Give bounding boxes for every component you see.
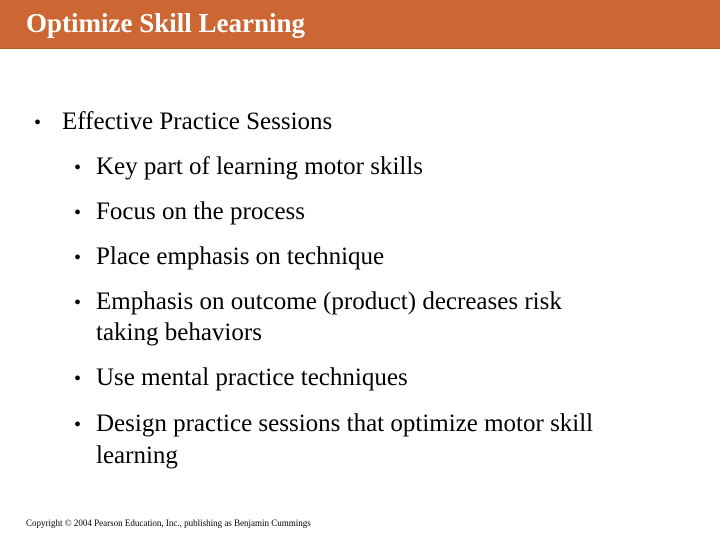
sub-bullet-emphasis-technique: Place emphasis on technique	[96, 243, 385, 270]
sub-bullet-outcome-line2: taking behaviors	[96, 319, 262, 346]
bullet-effective-practice: Effective Practice Sessions	[62, 108, 333, 135]
bullet-dot: •	[74, 292, 82, 314]
sub-bullet-design-line2: learning	[96, 442, 178, 469]
bullet-dot: •	[74, 247, 82, 269]
slide-title: Optimize Skill Learning	[26, 8, 306, 38]
sub-bullet-outcome-line1: Emphasis on outcome (product) decreases risk	[96, 288, 562, 315]
sub-bullet-key-part: Key part of learning motor skills	[96, 153, 424, 180]
bullet-dot: •	[74, 414, 82, 436]
bullet-dot: •	[74, 368, 82, 390]
bullet-dot: •	[74, 202, 82, 224]
copyright-footer: Copyright © 2004 Pearson Education, Inc., publishing as Benjamin Cummings	[26, 518, 311, 528]
sub-bullet-design-line1: Design practice sessions that optimize motor skill	[96, 410, 594, 437]
sub-bullet-focus-process: Focus on the process	[96, 198, 305, 225]
bullet-dot: •	[74, 157, 82, 179]
bullet-dot: •	[34, 112, 42, 134]
sub-bullet-mental-practice: Use mental practice techniques	[96, 364, 408, 391]
